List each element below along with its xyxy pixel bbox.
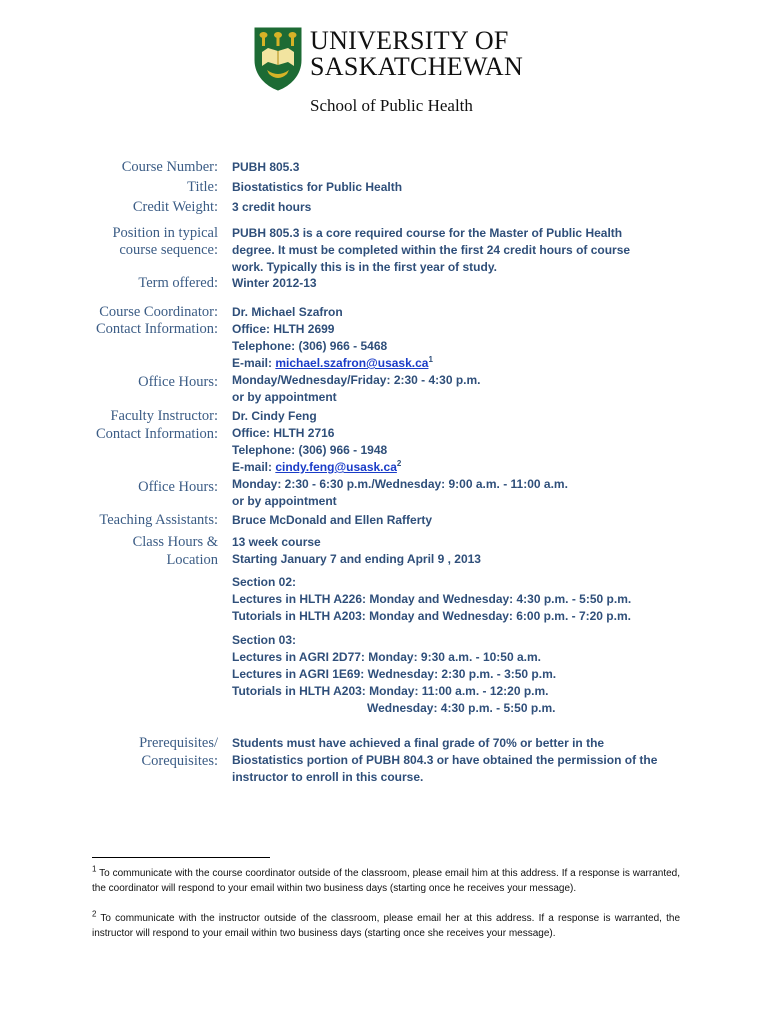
course-number-value: PUBH 805.3 [232,160,300,174]
prerequisites-value [232,735,672,786]
prerequisites-label-2: Corequisites: [141,753,218,769]
coordinator-hours-label: Office Hours: [138,374,218,390]
section-02-line: Tutorials in HLTH A203: Monday and Wednesday: 6:00 p.m. - 7:20 p.m. [232,609,631,623]
section-03-line: Lectures in AGRI 1E69: Wednesday: 2:30 p.m. - 3:50 p.m. [232,667,557,681]
instructor-hours-line: or by appointment [232,494,337,508]
email-prefix: E-mail: [232,356,276,370]
instructor-email-line [232,459,672,476]
section-02-line: Lectures in HLTH A226: Monday and Wednesday: 4:30 p.m. - 5:50 p.m. [232,592,632,606]
position-line: degree. It must be completed within the first 24 credit hours of course [232,243,631,257]
coordinator-hours-line: Monday/Wednesday/Friday: 2:30 - 4:30 p.m. [232,373,481,387]
coordinator-label-1: Course Coordinator: [99,304,218,320]
instructor-label-1: Faculty Instructor: [110,408,218,424]
instructor-label-2: Contact Information: [95,426,218,442]
coordinator-contact [232,304,672,372]
instructor-email-link[interactable]: cindy.feng@usask.ca [275,460,397,474]
coordinator-hours-line: or by appointment [232,390,337,404]
position-line: PUBH 805.3 is a core required course for the Master of Public Health [232,226,623,240]
section-03-line: Wednesday: 4:30 p.m. - 5:50 p.m. [367,701,556,715]
coordinator-email-link[interactable]: michael.szafron@usask.ca [275,356,429,370]
university-shield-logo [253,26,303,92]
section-03-line: Lectures in AGRI 2D77: Monday: 9:30 a.m. - 10:50 a.m. [232,650,541,664]
title-label: Title: [187,179,218,195]
email-prefix: E-mail: [232,460,276,474]
footnote-1-mark: 1 [92,864,97,874]
instructor-hours [232,476,672,510]
teaching-assistants-label: Teaching Assistants: [99,512,218,528]
credit-value: 3 credit hours [232,200,312,214]
university-name [310,28,540,80]
university-header [253,24,523,124]
instructor-telephone: Telephone: (306) 966 - 1948 [232,443,388,457]
footnote-2 [92,911,680,941]
footnote-ref-1[interactable]: 1 [428,355,433,364]
position-label-2: course sequence: [119,242,218,258]
coordinator-email-line [232,355,672,372]
class-hours-value [232,534,672,717]
instructor-hours-line: Monday: 2:30 - 6:30 p.m./Wednesday: 9:00 a.m. - 11:00 a.m. [232,477,568,491]
instructor-hours-label: Office Hours: [138,479,218,495]
term-value: Winter 2012-13 [232,276,317,290]
section-03-title: Section 03: [232,633,297,647]
class-hours-label-1: Class Hours & [132,534,218,550]
prerequisites-label-1: Prerequisites/ [139,735,218,751]
prerequisites-line: Students must have achieved a final grade of 70% or better in the [232,736,605,750]
credit-label: Credit Weight: [132,199,218,215]
teaching-assistants-value: Bruce McDonald and Ellen Rafferty [232,513,433,527]
coordinator-name: Dr. Michael Szafron [232,305,343,319]
instructor-name: Dr. Cindy Feng [232,409,317,423]
instructor-office: Office: HLTH 2716 [232,426,335,440]
instructor-contact [232,408,672,476]
title-value: Biostatistics for Public Health [232,180,403,194]
footnote-ref-2[interactable]: 2 [396,459,402,468]
class-hours-line: Starting January 7 and ending April 9 , 2013 [232,552,481,566]
position-value [232,225,672,276]
coordinator-label-2: Contact Information: [95,321,218,337]
section-03-line: Tutorials in HLTH A203: Monday: 11:00 a.m. - 12:20 p.m. [232,684,549,698]
footnote-2-text: To communicate with the instructor outside of the classroom, please email her at this address. If a response is warranted, the instructor will respond to your email within two business days (starting once she receives your message). [92,913,680,939]
position-label-1: Position in typical [112,225,218,241]
footnote-2-mark: 2 [92,909,97,919]
coordinator-office: Office: HLTH 2699 [232,322,335,336]
class-hours-label-2: Location [166,552,218,568]
prerequisites-line: Biostatistics portion of PUBH 804.3 or have obtained the permission of the [232,753,658,767]
university-name-line1: UNIVERSITY OF [310,26,509,55]
class-hours-line: 13 week course [232,535,321,549]
footnote-1-text: To communicate with the course coordinator outside of the classroom, please email him at this address. If a response is warranted, the coordinator will respond to your email within two business days (starting once he receives your message). [92,868,680,894]
coordinator-telephone: Telephone: (306) 966 - 5468 [232,339,388,353]
footnote-1 [92,866,680,896]
prerequisites-line: instructor to enroll in this course. [232,770,424,784]
school-name: School of Public Health [310,96,473,115]
course-number-label: Course Number: [121,159,218,175]
university-name-line2: SASKATCHEWAN [310,52,524,81]
section-02-title: Section 02: [232,575,297,589]
coordinator-hours [232,372,672,406]
term-label: Term offered: [138,275,218,291]
position-line: work. Typically this is in the first year of study. [232,260,497,274]
footnote-separator [92,857,270,858]
